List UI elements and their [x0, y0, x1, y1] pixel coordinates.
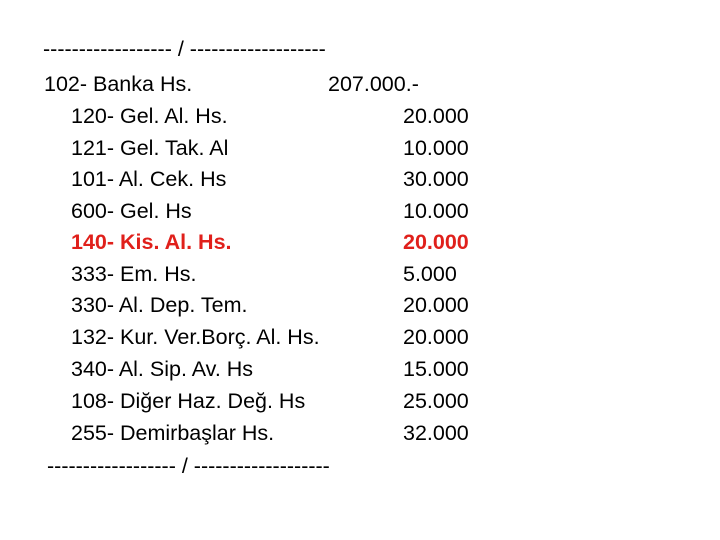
entry-7-label: 132- Kur. Ver.Borç. Al. Hs. [71, 325, 320, 349]
entry-6-amount: 20.000 [403, 293, 469, 317]
entry-0-label: 120- Gel. Al. Hs. [71, 104, 228, 128]
entry-5-label: 333- Em. Hs. [71, 262, 197, 286]
entry-2-label: 101- Al. Cek. Hs [71, 167, 227, 191]
separator-bottom: ------------------ / ------------------- [47, 454, 330, 478]
entry-4-amount: 20.000 [403, 230, 469, 254]
entry-3-label: 600- Gel. Hs [71, 199, 192, 223]
entry-1-label: 121- Gel. Tak. Al [71, 136, 229, 160]
entry-6-label: 330- Al. Dep. Tem. [71, 293, 248, 317]
entry-0-amount: 20.000 [403, 104, 469, 128]
entry-3-amount: 10.000 [403, 199, 469, 223]
separator-top: ------------------ / ------------------- [43, 37, 326, 61]
entry-4-label: 140- Kis. Al. Hs. [71, 230, 232, 254]
entry-8-label: 340- Al. Sip. Av. Hs [71, 357, 254, 381]
entry-9-label: 108- Diğer Haz. Değ. Hs [71, 389, 306, 413]
entry-8-amount: 15.000 [403, 357, 469, 381]
entry-1-amount: 10.000 [403, 136, 469, 160]
entry-5-amount: 5.000 [403, 262, 457, 286]
entry-7-amount: 20.000 [403, 325, 469, 349]
entry-9-amount: 25.000 [403, 389, 469, 413]
main-account-label: 102- Banka Hs. [44, 72, 193, 96]
entry-10-amount: 32.000 [403, 421, 469, 445]
entry-10-label: 255- Demirbaşlar Hs. [71, 421, 275, 445]
main-account-amount: 207.000.- [328, 72, 419, 96]
entry-2-amount: 30.000 [403, 167, 469, 191]
